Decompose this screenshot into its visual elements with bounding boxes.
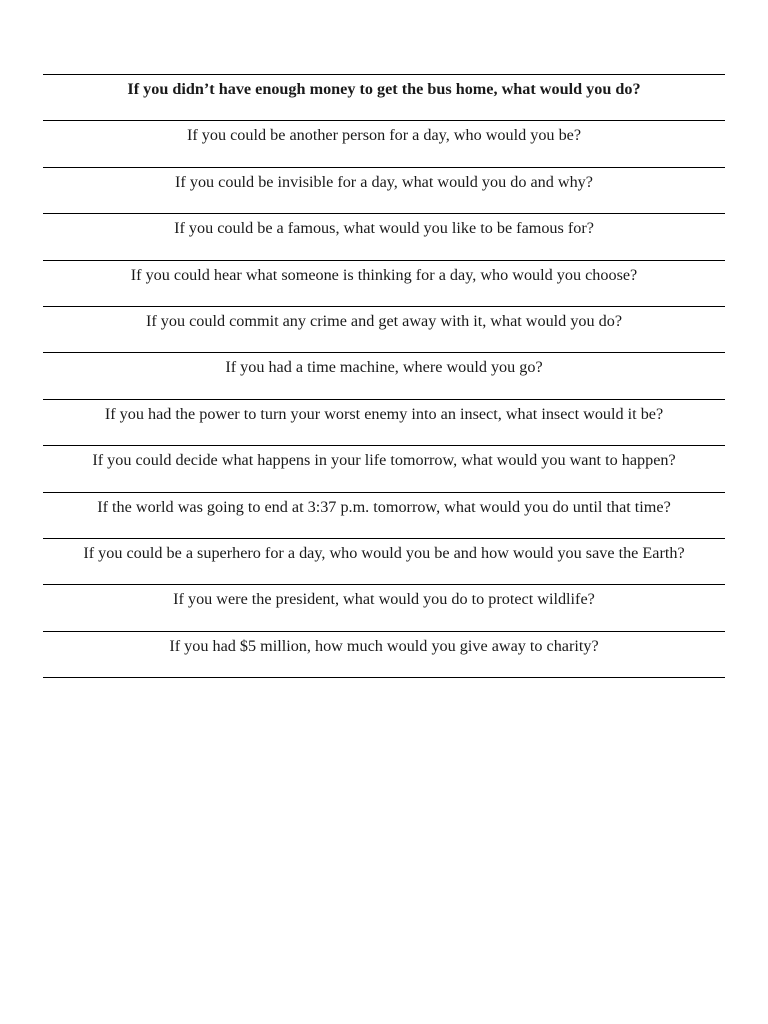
- question-text: If you didn’t have enough money to get the bus home, what would you do?: [127, 80, 641, 98]
- question-row: [43, 214, 725, 260]
- question-row: [43, 539, 725, 585]
- question-table: [43, 74, 725, 678]
- document-page: [43, 74, 725, 678]
- question-text: If you had the power to turn your worst enemy into an insect, what insect would it be?: [104, 404, 664, 423]
- question-text: If you had a time machine, where would you go?: [225, 358, 543, 377]
- question-row: [43, 307, 725, 353]
- question-text: If you could hear what someone is thinking for a day, who would you choose?: [130, 265, 638, 284]
- question-row: [43, 632, 725, 678]
- question-text: If you were the president, what would you do to protect wildlife?: [173, 590, 595, 609]
- question-text: If you had $5 million, how much would you give away to charity?: [169, 636, 599, 655]
- question-row: [43, 121, 725, 167]
- question-text: If you could be invisible for a day, what would you do and why?: [175, 172, 593, 191]
- question-text: If you could decide what happens in your life tomorrow, what would you want to happen?: [92, 451, 676, 470]
- question-row: [43, 353, 725, 399]
- question-text: If you could commit any crime and get away with it, what would you do?: [145, 311, 623, 330]
- question-row: [43, 446, 725, 492]
- question-row: [43, 493, 725, 539]
- question-row: [43, 261, 725, 307]
- question-text: If the world was going to end at 3:37 p.m. tomorrow, what would you do until that time?: [97, 497, 671, 516]
- question-row: [43, 75, 725, 121]
- question-text: If you could be a superhero for a day, who would you be and how would you save the Earth?: [83, 543, 685, 562]
- question-row: [43, 168, 725, 214]
- question-row: [43, 585, 725, 631]
- question-row: [43, 400, 725, 446]
- question-text: If you could be a famous, what would you like to be famous for?: [174, 219, 594, 238]
- question-text: If you could be another person for a day, who would you be?: [186, 126, 582, 145]
